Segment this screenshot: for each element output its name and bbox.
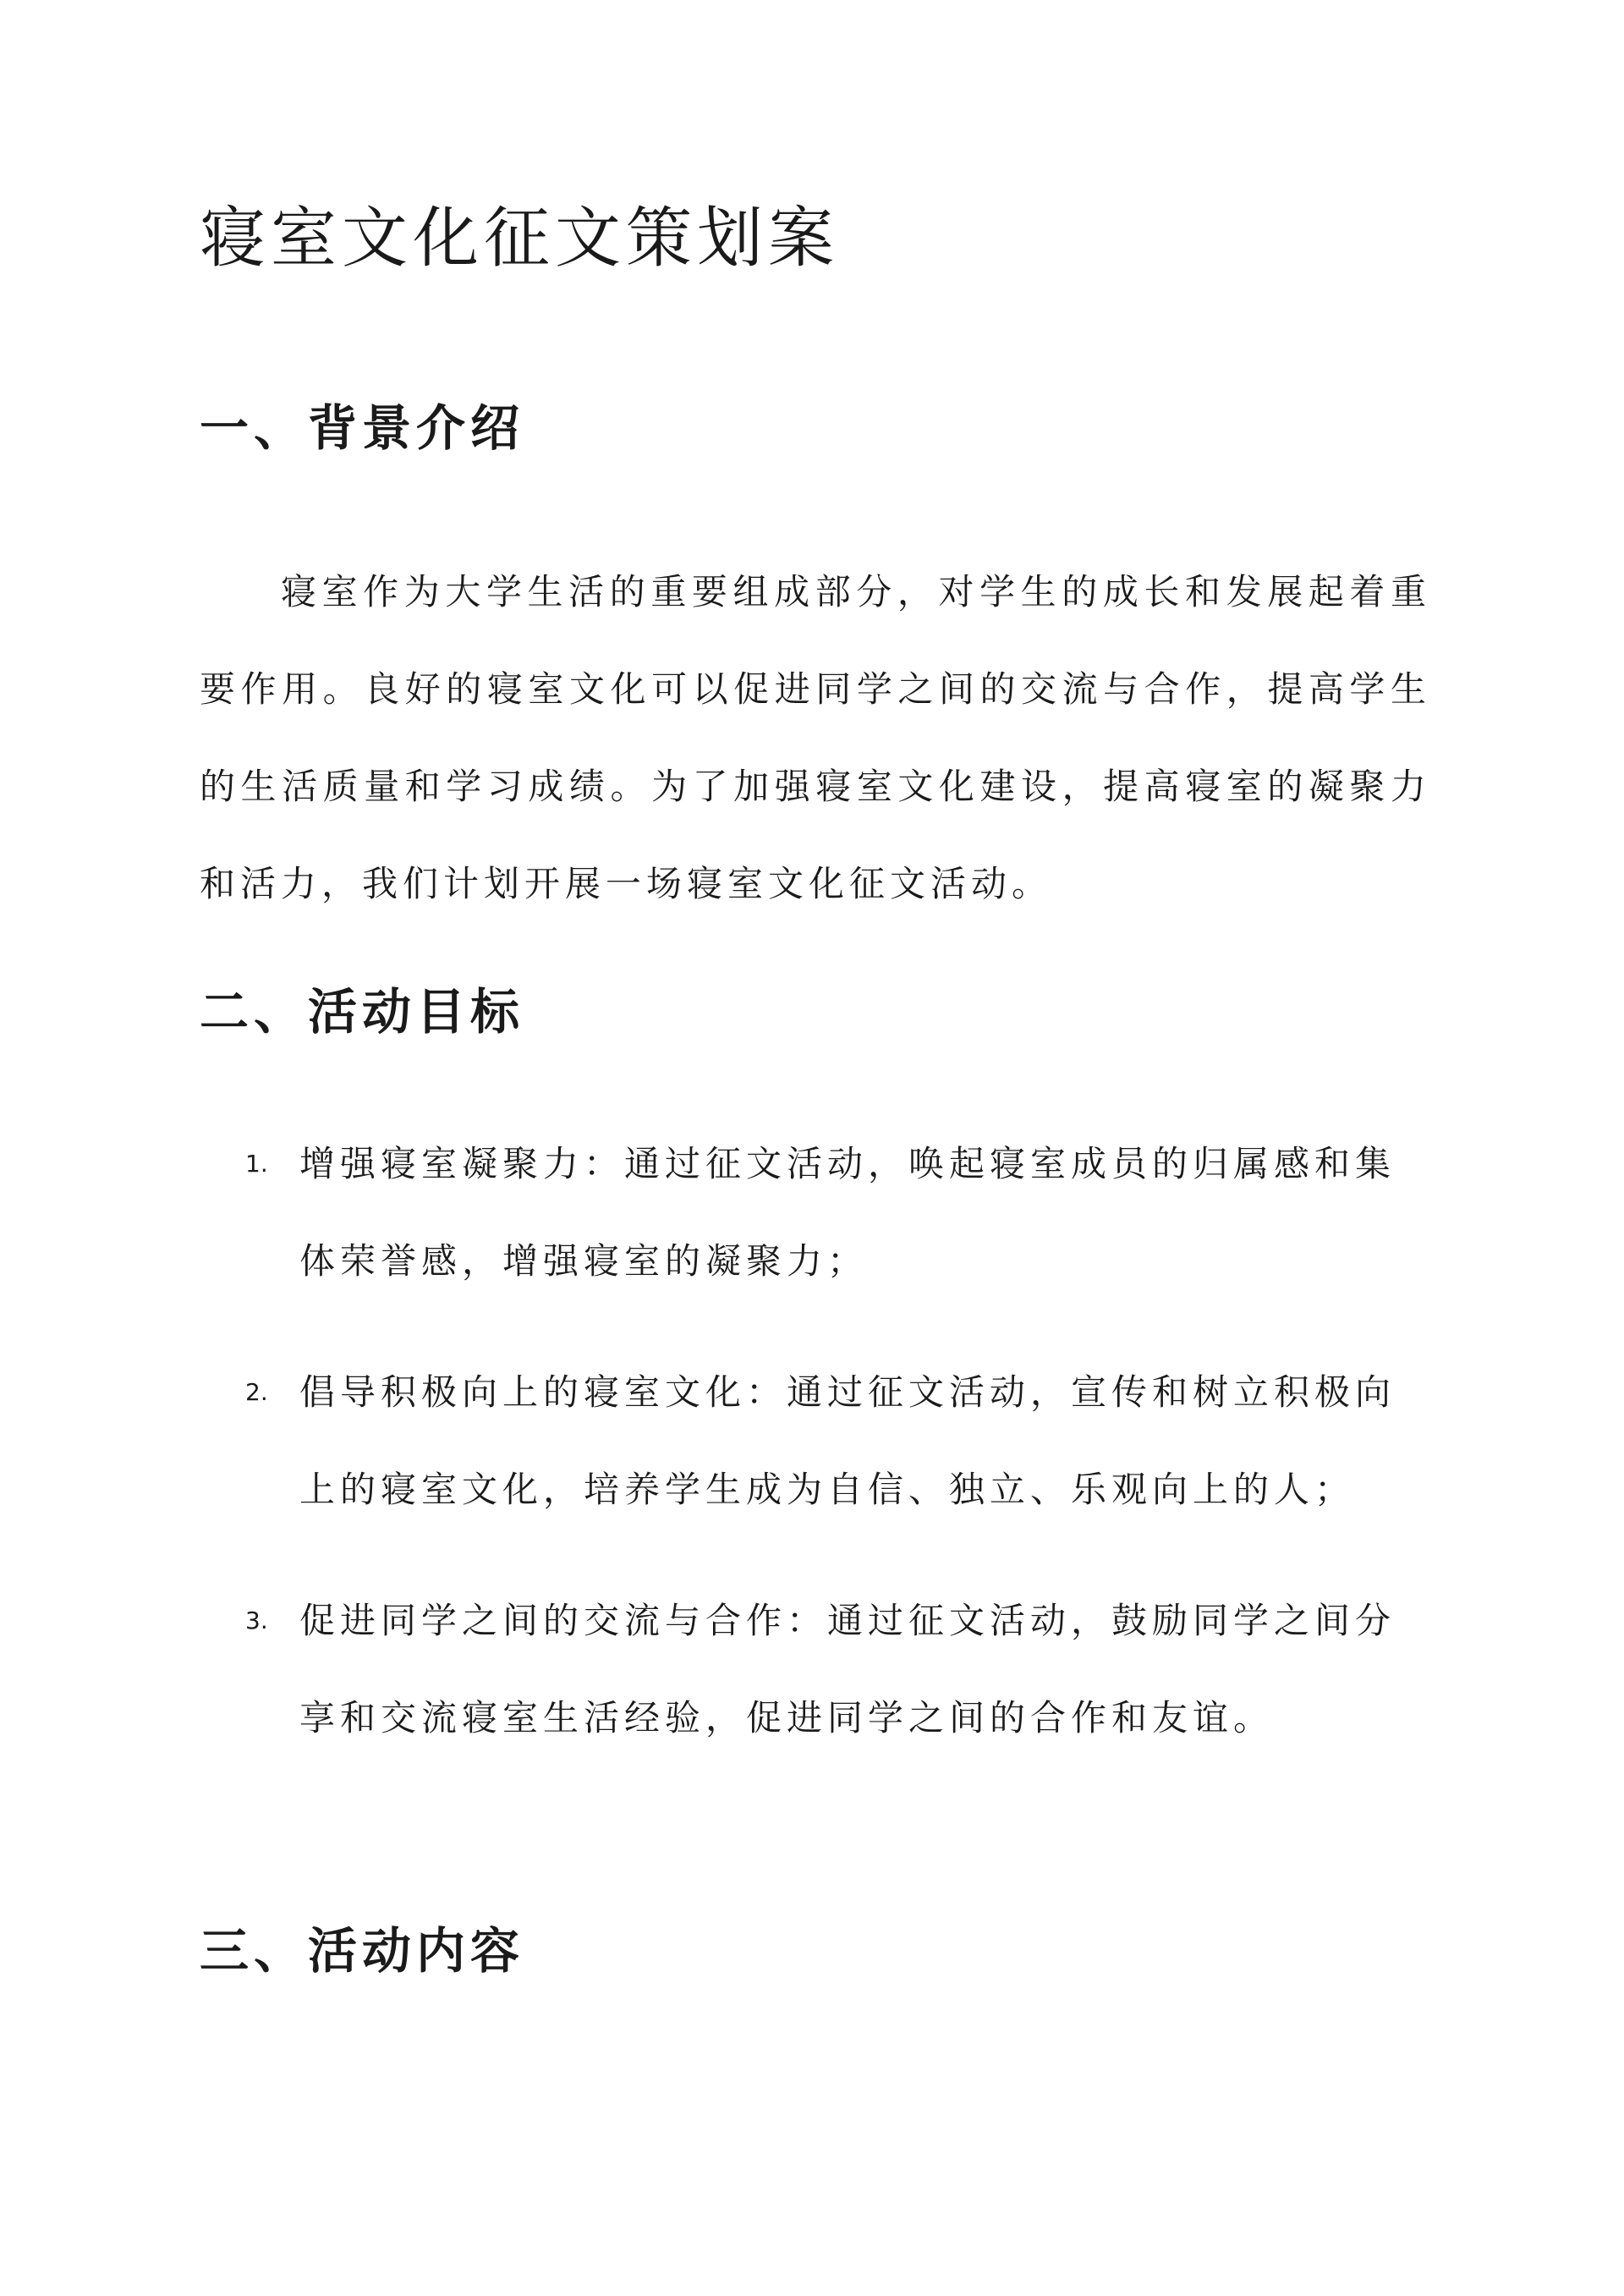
goal-text: 促进同学之间的交流与合作：通过征文活动，鼓励同学之间分享和交流寝室生活经验，促进同学之间的合作和友谊。 — [299, 1600, 1396, 1738]
section-heading-content: 三、活动内容 — [200, 1922, 525, 1980]
document-title: 寝室文化征文策划案 — [200, 200, 840, 277]
goal-text: 增强寝室凝聚力：通过征文活动，唤起寝室成员的归属感和集体荣誉感，增强寝室的凝聚力； — [299, 1143, 1396, 1282]
section-heading-goals: 二、活动目标 — [200, 983, 525, 1041]
goal-item-1 — [200, 1115, 1431, 1310]
section-heading-background: 一、背景介绍 — [200, 399, 525, 457]
goal-text: 倡导积极向上的寝室文化：通过征文活动，宣传和树立积极向上的寝室文化，培养学生成为自信、独立、乐观向上的人； — [299, 1371, 1396, 1510]
goal-number: 3. — [245, 1607, 268, 1634]
goals-list — [200, 1115, 1431, 1800]
goal-item-2 — [200, 1343, 1431, 1538]
goal-item-3 — [200, 1572, 1431, 1766]
goal-number: 1. — [245, 1150, 268, 1178]
goal-number: 2. — [245, 1378, 268, 1406]
background-paragraph: 寝室作为大学生活的重要组成部分，对学生的成长和发展起着重要作用。良好的寝室文化可以促进同学之间的交流与合作，提高学生的生活质量和学习成绩。为了加强寝室文化建设，提高寝室的凝聚力和活力，我们计划开展一场寝室文化征文活动。 — [200, 571, 1431, 904]
